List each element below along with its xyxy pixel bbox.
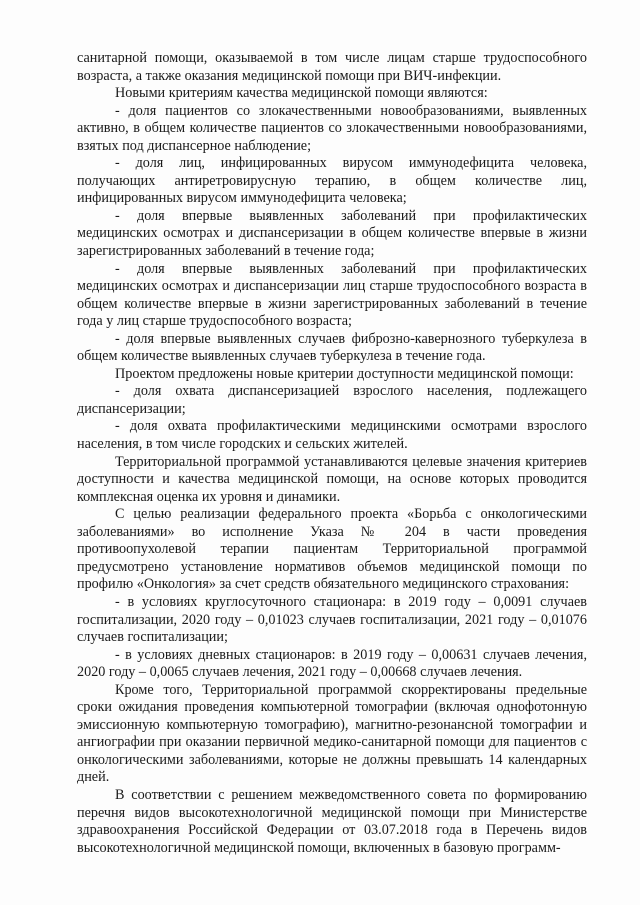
paragraph-16: В соответствии с решением межведомственного совета по формированию перечня видов высокотехнологичной медицинской помощи при Министерстве здравоохранения Российской Федерации от 03.07.2018 года в Перечень видов высокотехнологичной медицинской помощи, включенных в базовую программ- xyxy=(77,786,587,856)
paragraph-4: - доля лиц, инфицированных вирусом иммунодефицита человека, получающих антиретровирусную терапию, в общем количестве лиц, инфицированных вирусом иммунодефицита человека; xyxy=(77,155,587,207)
document-body xyxy=(77,50,587,857)
paragraph-3: - доля пациентов со злокачественными новообразованиями, выявленных активно, в общем количестве пациентов со злокачественными новообразованиями, взятых под диспансерное наблюдение; xyxy=(77,102,587,154)
paragraph-13: - в условиях круглосуточного стационара: в 2019 году – 0,0091 случаев госпитализации, 2020 году – 0,01023 случаев госпитализации, 2021 году – 0,01076 случаев госпитализации; xyxy=(77,593,587,646)
paragraph-2: Новыми критериям качества медицинской помощи являются: xyxy=(115,85,488,102)
paragraph-6: - доля впервые выявленных заболеваний при профилактических медицинских осмотрах и диспансеризации лиц старше трудоспособного возраста в общем количестве впервые в жизни зарегистрированных заболеваний в течение года у лиц старше трудоспособного возраста; xyxy=(77,260,587,330)
paragraph-7: - доля впервые выявленных случаев фиброзно-кавернозного туберкулеза в общем количестве выявленных случаев туберкулеза в течение года. xyxy=(77,330,587,365)
paragraph-10: - доля охвата профилактическими медицинскими осмотрами взрослого населения, в том числе городских и сельских жителей. xyxy=(77,418,587,453)
paragraph-15: Кроме того, Территориальной программой скорректированы предельные сроки ожидания проведения компьютерной томографии (включая однофотонную эмиссионную компьютерную томографию), магнитно-резонансной томографии и ангиографии при оказании первичной медико-санитарной помощи для пациентов с онкологическими заболеваниями, которые не должны превышать 14 календарных дней. xyxy=(77,681,587,786)
paragraph-5: - доля впервые выявленных заболеваний при профилактических медицинских осмотрах и диспансеризации в общем количестве впервые в жизни зарегистрированных заболеваний в течение года; xyxy=(77,207,587,260)
paragraph-12: С целью реализации федерального проекта «Борьба с онкологическими заболеваниями» во исполнение Указа № 204 в части проведения противоопухолевой терапии пациентам Территориальной программой предусмотрено установление нормативов объемов медицинской помощи по профилю «Онкология» за счет средств обязательного медицинского страхования: xyxy=(77,506,587,593)
paragraph-1: санитарной помощи, оказываемой в том числе лицам старше трудоспособного возраста, а также оказания медицинской помощи при ВИЧ-инфекции. xyxy=(77,50,587,84)
paragraph-8: Проектом предложены новые критерии доступности медицинской помощи: xyxy=(115,365,574,382)
paragraph-9: - доля охвата диспансеризацией взрослого населения, подлежащего диспансеризации; xyxy=(77,383,587,417)
paragraph-11: Территориальной программой устанавливаются целевые значения критериев доступности и качества медицинской помощи, на основе которых проводится комплексная оценка их уровня и динамики. xyxy=(77,453,587,505)
paragraph-14: - в условиях дневных стационаров: в 2019 году – 0,00631 случаев лечения, 2020 году – 0,0065 случаев лечения, 2021 году – 0,00668 случаев лечения. xyxy=(77,646,587,681)
